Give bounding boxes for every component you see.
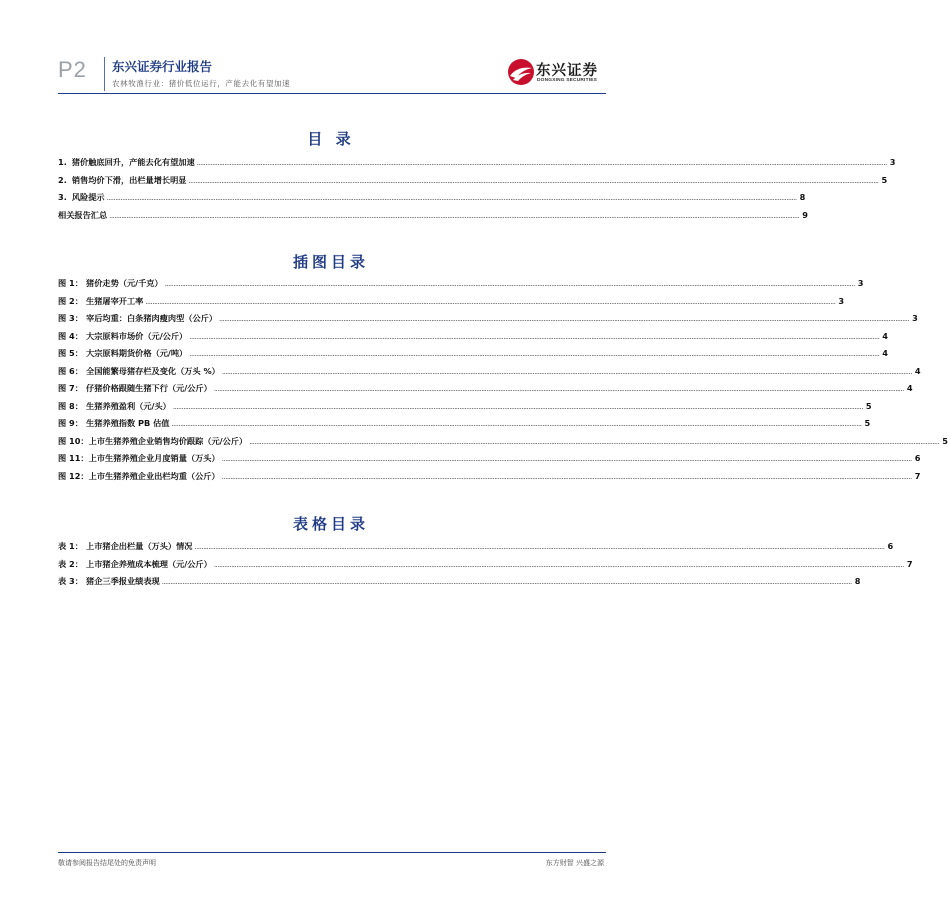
entry-label: 上市猪企养殖成本梳理（元/公斤） [86, 558, 212, 569]
figure-entry[interactable] [58, 383, 913, 401]
footer-rule [58, 852, 606, 853]
footer-disclaimer: 敬请参阅报告结尾处的免责声明 [58, 859, 156, 867]
entry-page-number: 9 [802, 209, 808, 220]
toc-entry[interactable] [58, 192, 806, 210]
entry-number: 图 2： [58, 295, 83, 306]
header-rule [58, 93, 606, 94]
figure-entry[interactable] [58, 470, 921, 489]
dot-leader: ................................................................................................................................................................................................................................................................................................................................................................................................................ [249, 437, 940, 446]
figure-entry[interactable] [58, 330, 888, 349]
dot-leader: ................................................................................................................................................................................................................................................................................................................................................................................................................ [172, 402, 863, 411]
report-subtitle: 农林牧渔行业：猪价低位运行，产能去化有望加速 [112, 79, 291, 88]
table-entry[interactable] [58, 541, 894, 559]
entry-number: 图 1： [58, 278, 83, 288]
entry-page-number: 7 [914, 470, 921, 481]
entry-page-number: 5 [881, 174, 888, 185]
figure-entry[interactable] [58, 313, 918, 331]
figure-entry[interactable] [58, 278, 864, 296]
entry-label: 上市生猪养殖企业出栏均重（公斤） [88, 470, 220, 481]
toc-entry[interactable] [58, 157, 896, 175]
entry-label: 全国能繁母猪存栏及变化（万头 %） [86, 365, 220, 376]
dot-leader: ................................................................................................................................................................................................................................................................................................................................................................................................................ [189, 332, 880, 341]
entry-page-number: 3 [857, 278, 864, 288]
toc-list [58, 157, 896, 227]
entry-page-number: 3 [912, 313, 918, 323]
dot-leader: ................................................................................................................................................................................................................................................................................................................................................................................................................ [171, 420, 862, 428]
entry-page-number: 8 [799, 192, 806, 202]
entry-label: 大宗原料市场价（元/公斤） [86, 330, 188, 341]
figure-entry[interactable] [58, 295, 845, 314]
header-divider [104, 57, 105, 91]
footer-slogan: 东方财智 兴盛之源 [545, 859, 604, 867]
brand-logo [506, 57, 606, 89]
entry-page-number: 5 [942, 435, 948, 446]
entry-page-number: 4 [882, 348, 888, 358]
figure-entry[interactable] [58, 400, 872, 419]
entry-page-number: 5 [865, 400, 872, 411]
entry-label: 风险提示 [71, 192, 105, 202]
entry-number: 表 3： [58, 576, 83, 586]
table-entry[interactable] [58, 558, 913, 577]
dot-leader: ................................................................................................................................................................................................................................................................................................................................................................................................................ [196, 159, 887, 167]
entry-number: 图 4： [58, 330, 83, 341]
toc-entry[interactable] [58, 174, 888, 193]
entry-page-number: 3 [838, 295, 845, 306]
entry-label: 生猪养殖盈利（元/头） [86, 400, 171, 411]
entry-label: 相关报告汇总 [58, 209, 108, 220]
dot-leader: ................................................................................................................................................................................................................................................................................................................................................................................................................ [221, 455, 912, 463]
entry-number: 图 5： [58, 348, 83, 358]
dot-leader: ................................................................................................................................................................................................................................................................................................................................................................................................................ [221, 367, 912, 376]
entry-label: 猪价走势（元/千克） [86, 278, 163, 288]
entry-label: 宰后均重：白条猪肉瘦肉型（公斤） [86, 313, 218, 323]
toc-entry[interactable] [58, 209, 808, 228]
entry-label: 仔猪价格跟随生猪下行（元/公斤） [86, 383, 212, 393]
entry-label: 生猪屠宰开工率 [86, 295, 144, 306]
dot-leader: ................................................................................................................................................................................................................................................................................................................................................................................................................ [213, 385, 904, 393]
entry-number: 1. [58, 157, 67, 167]
entry-number: 图 12： [58, 470, 89, 481]
figure-entry[interactable] [58, 453, 921, 471]
entry-page-number: 6 [887, 541, 894, 551]
dot-leader: ................................................................................................................................................................................................................................................................................................................................................................................................................ [194, 543, 885, 551]
entry-label: 猪企三季报业绩表现 [86, 576, 160, 586]
brand-logo-icon [506, 57, 536, 87]
dot-leader: ................................................................................................................................................................................................................................................................................................................................................................................................................ [188, 176, 879, 185]
entry-number: 3. [58, 192, 67, 202]
entry-page-number: 4 [906, 383, 913, 393]
brand-name-en: DONGXING SECURITIES [537, 78, 598, 83]
entry-number: 图 6： [58, 365, 83, 376]
dot-leader: ................................................................................................................................................................................................................................................................................................................................................................................................................ [219, 315, 910, 323]
table-index-list [58, 541, 913, 594]
figure-entry[interactable] [58, 435, 948, 454]
entry-page-number: 8 [854, 576, 861, 586]
entry-number: 图 10： [58, 435, 89, 446]
entry-number: 图 7： [58, 383, 83, 393]
figure-index-title: 插图目录 [292, 253, 369, 271]
dot-leader: ................................................................................................................................................................................................................................................................................................................................................................................................................ [106, 194, 797, 202]
entry-label: 生猪养殖指数 PB 估值 [86, 418, 170, 428]
figure-entry[interactable] [58, 348, 888, 366]
page-number: P2 [58, 57, 87, 82]
report-type: 东兴证券行业报告 [112, 59, 213, 74]
entry-page-number: 4 [914, 365, 921, 376]
brand-name: 东兴证券 [536, 63, 598, 79]
toc-title: 目 录 [307, 130, 355, 148]
entry-page-number: 3 [889, 157, 896, 167]
dot-leader: ................................................................................................................................................................................................................................................................................................................................................................................................................ [189, 350, 880, 358]
entry-number: 图 3： [58, 313, 83, 323]
entry-number: 表 2： [58, 558, 83, 569]
dot-leader: ................................................................................................................................................................................................................................................................................................................................................................................................................ [213, 560, 904, 569]
dot-leader: ................................................................................................................................................................................................................................................................................................................................................................................................................ [109, 211, 800, 220]
page-header [58, 55, 606, 93]
dot-leader: ................................................................................................................................................................................................................................................................................................................................................................................................................ [161, 578, 852, 586]
entry-label: 上市生猪养殖企业月度销量（万头） [88, 453, 220, 463]
entry-page-number: 5 [864, 418, 871, 428]
figure-entry[interactable] [58, 418, 871, 436]
entry-page-number: 7 [906, 558, 913, 569]
entry-number: 图 11： [58, 453, 89, 463]
entry-label: 上市猪企出栏量（万头）情况 [86, 541, 193, 551]
entry-number: 表 1： [58, 541, 83, 551]
dot-leader: ................................................................................................................................................................................................................................................................................................................................................................................................................ [221, 472, 912, 481]
entry-label: 猪价触底回升，产能去化有望加速 [71, 157, 195, 167]
figure-entry[interactable] [58, 365, 921, 384]
entry-page-number: 4 [882, 330, 888, 341]
entry-number: 2. [58, 174, 67, 185]
table-index-title: 表格目录 [292, 515, 369, 533]
entry-label: 大宗原料期货价格（元/吨） [86, 348, 188, 358]
entry-label: 上市生猪养殖企业销售均价跟踪（元/公斤） [88, 435, 248, 446]
entry-number: 图 9： [58, 418, 83, 428]
dot-leader: ................................................................................................................................................................................................................................................................................................................................................................................................................ [145, 297, 836, 306]
entry-label: 销售均价下滑，出栏量增长明显 [71, 174, 187, 185]
entry-number: 图 8： [58, 400, 83, 411]
entry-page-number: 6 [914, 453, 921, 463]
figure-index-list [58, 278, 948, 488]
table-entry[interactable] [58, 576, 861, 594]
dot-leader: ................................................................................................................................................................................................................................................................................................................................................................................................................ [164, 280, 855, 288]
